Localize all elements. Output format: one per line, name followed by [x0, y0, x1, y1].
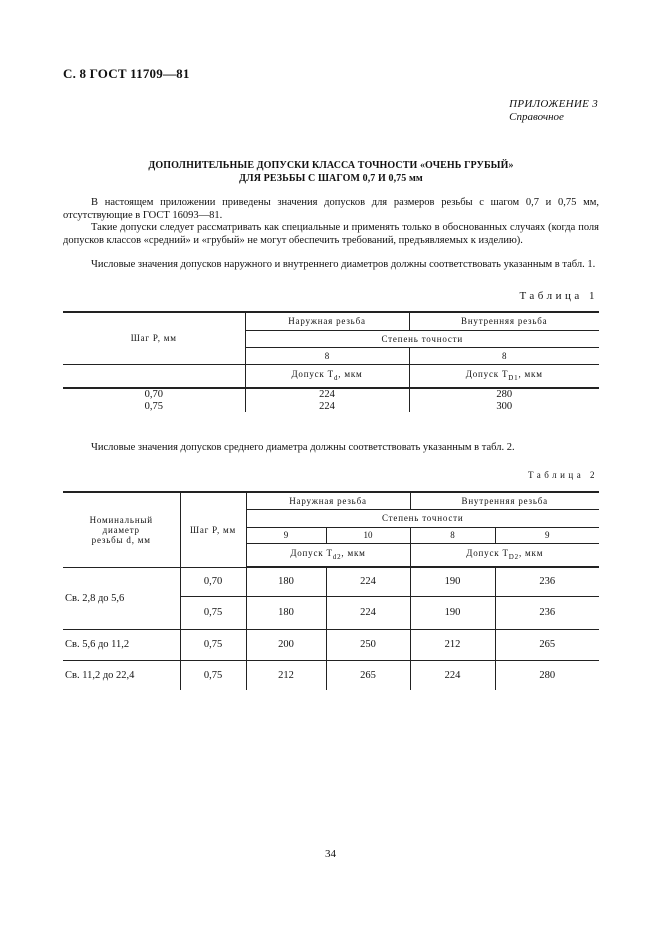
t2-cell-value: 265: [326, 660, 410, 690]
paragraph-2: Такие допуски следует рассматривать как специальные и применять только в обоснованных случаях (когда поля допусков классов «средний» и «грубый» не могут обеспечить требований, предъявляемых к изделию).: [63, 222, 599, 246]
t1-header-grade: Степень точности: [245, 330, 599, 347]
t1-cell-pitch: 0,75: [144, 400, 163, 412]
t2-header-grade: Степень точности: [246, 509, 599, 527]
t2-cell-pitch: 0,70: [180, 567, 246, 596]
paragraph-1: В настоящем приложении приведены значения допусков для размеров резьбы с шагом 0,7 и 0,75 мм, отсутствующие в ГОСТ 16093—81.: [63, 197, 599, 221]
t2-header-tol-internal: Допуск $T_{D2}$, мкм: [410, 543, 599, 567]
t1-header-pitch: Шаг P, мм: [63, 312, 245, 364]
t2-header-tol-external: Допуск $T_{d2}$, мкм: [246, 543, 410, 567]
t2-cell-value: 236: [495, 596, 599, 629]
t1-header-tol-external: Допуск $T_d$, мкм: [245, 364, 409, 388]
t2-cell-value: 224: [410, 660, 495, 690]
t2-cell-value: 180: [246, 567, 326, 596]
t1-grade-external: 8: [245, 347, 409, 364]
t2-grade: 8: [410, 527, 495, 543]
t2-header-diameter: Номинальный диаметр резьбы d, мм: [63, 492, 180, 567]
appendix-type: Справочное: [509, 111, 564, 123]
table-row: [63, 629, 599, 660]
t2-header-internal: Внутренняя резьба: [410, 492, 599, 509]
t2-cell-value: 212: [410, 629, 495, 660]
t2-header-pitch: Шаг P, мм: [180, 492, 246, 567]
t2-cell-value: 265: [495, 629, 599, 660]
table1-caption: Таблица 1: [519, 290, 598, 302]
t1-cell-external: 224: [245, 400, 409, 412]
t2-cell-diameter: Св. 2,8 до 5,6: [63, 567, 180, 629]
t2-grade: 10: [326, 527, 410, 543]
t2-cell-value: 200: [246, 629, 326, 660]
table2-caption: Таблица 2: [528, 470, 598, 480]
t1-cell-external: 224: [245, 388, 409, 400]
t2-cell-value: 236: [495, 567, 599, 596]
t2-cell-diameter: Св. 11,2 до 22,4: [65, 669, 135, 681]
appendix-label: [509, 98, 598, 124]
t1-cell-internal: 300: [409, 400, 599, 412]
appendix-number: ПРИЛОЖЕНИЕ 3: [509, 98, 598, 110]
paragraph-3: Числовые значения допусков наружного и внутреннего диаметров должны соответствовать указанным в табл. 1.: [91, 259, 596, 270]
t1-header-blank: [63, 364, 245, 388]
t2-cell-value: 224: [326, 596, 410, 629]
t2-cell-value: 212: [246, 660, 326, 690]
t1-cell-internal: 280: [409, 388, 599, 400]
t2-cell-pitch: 0,75: [180, 629, 246, 660]
section-title-line1: ДОПОЛНИТЕЛЬНЫЕ ДОПУСКИ КЛАССА ТОЧНОСТИ «ОЧЕНЬ ГРУБЫЙ»: [148, 160, 514, 171]
paragraph-4: Числовые значения допусков среднего диаметра должны соответствовать указанным в табл. 2.: [91, 442, 515, 453]
t2-cell-value: 180: [246, 596, 326, 629]
t2-grade: 9: [495, 527, 599, 543]
t1-header-internal: Внутренняя резьба: [409, 312, 599, 330]
t1-grade-internal: 8: [409, 347, 599, 364]
table-row: [63, 400, 599, 412]
table-1: [63, 311, 599, 412]
t2-cell-value: 190: [410, 567, 495, 596]
table-row: [63, 388, 599, 400]
table-2: [63, 491, 599, 690]
section-title-line2: ДЛЯ РЕЗЬБЫ С ШАГОМ 0,7 И 0,75 мм: [239, 173, 423, 184]
t2-header-external: Наружная резьба: [246, 492, 410, 509]
t2-cell-pitch: 0,75: [180, 660, 246, 690]
page-header: С. 8 ГОСТ 11709—81: [63, 66, 190, 81]
t1-cell-pitch: 0,70: [144, 389, 163, 400]
page-number: 34: [325, 848, 336, 860]
t2-cell-diameter: Св. 5,6 до 11,2: [63, 629, 180, 660]
t2-cell-value: 224: [326, 567, 410, 596]
t2-cell-value: 280: [495, 660, 599, 690]
t1-header-external: Наружная резьба: [245, 312, 409, 330]
table-row: [63, 660, 599, 690]
table-row: [63, 567, 599, 596]
t2-cell-value: 250: [326, 629, 410, 660]
t2-cell-value: 190: [410, 596, 495, 629]
section-title: [63, 159, 599, 185]
t2-grade: 9: [246, 527, 326, 543]
t2-cell-pitch: 0,75: [180, 596, 246, 629]
t1-header-tol-internal: Допуск $T_{D1}$, мкм: [409, 364, 599, 388]
